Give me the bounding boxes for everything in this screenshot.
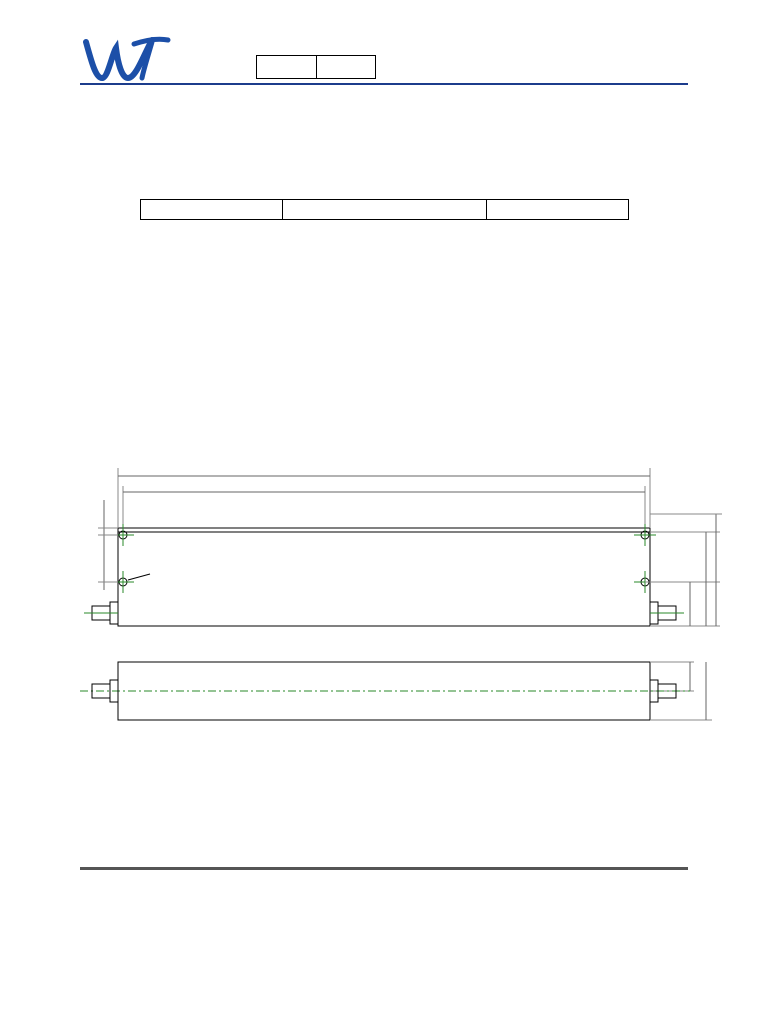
doc-code-right xyxy=(317,56,376,78)
header-parameters xyxy=(282,200,487,220)
mechanical-drawing xyxy=(0,440,770,740)
specification-table xyxy=(140,199,629,220)
filter-body-side-view xyxy=(118,528,650,626)
table-header-row xyxy=(141,200,629,220)
footer-divider xyxy=(80,867,688,870)
doc-code-box xyxy=(256,55,376,79)
company-logo xyxy=(82,34,252,84)
header-divider xyxy=(80,83,688,85)
header-value xyxy=(487,200,629,220)
doc-code-left xyxy=(257,56,317,78)
header-serial xyxy=(141,200,283,220)
